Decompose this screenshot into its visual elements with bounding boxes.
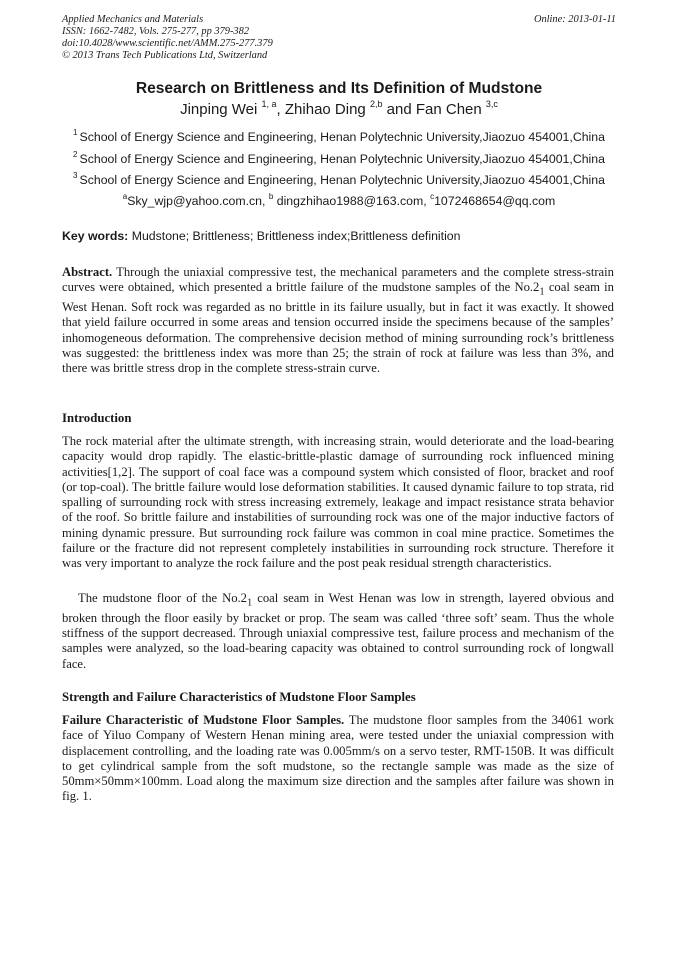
copyright-line: © 2013 Trans Tech Publications Ltd, Switzerland bbox=[62, 50, 268, 61]
abstract-label: Abstract. bbox=[62, 265, 113, 279]
abstract-text: coal seam in West Henan. Soft rock was regarded as no brittle in its failure usually, but in fact it was exactly. It showed that yield failure occurred in some areas and tension occurred inside the specimens because of the samples’ inhomogeneous deformation. The comprehensive decision method of mining surrounding rock’s brittleness was suggested: the brittleness index was more than 25; the strain of rock at failure was less than 3%, and there was brittle stress drop in the complete stress-strain curve. bbox=[62, 280, 615, 376]
author-name: Fan Chen bbox=[415, 101, 482, 118]
running-header bbox=[62, 14, 616, 62]
affiliation-text: School of Energy Science and Engineering, Henan Polytechnic University,Jiaozuo 454001,China bbox=[79, 173, 605, 187]
subscript: 1 bbox=[247, 597, 253, 609]
affiliation-3 bbox=[62, 173, 616, 187]
affiliation-1 bbox=[62, 130, 616, 144]
email-superscript: b bbox=[268, 192, 274, 201]
section-paragraph bbox=[62, 713, 614, 805]
affiliation-number: 1 bbox=[73, 128, 78, 137]
author-name: Jinping Wei bbox=[180, 101, 258, 118]
abstract-text: Through the uniaxial compressive test, the mechanical parameters and the complete stress-strain curves were obtained, which presented a brittle failure of the mudstone samples of the No.2 bbox=[62, 265, 614, 295]
journal-name: Applied Mechanics and Materials bbox=[62, 14, 204, 25]
paragraph-text: The mudstone floor samples from the 34061 work face of Yiluo Company of Western Henan mining area, were tested under the uniaxial compression with displacement controlling, and the loading rate was 0.005mm/s on a servo tester, RMT-150B. It was difficult to get cylindrical sample from the soft mudstone, so the rectangle sample was made as the size of 50mm×50mm×100mm. Load along the maximum size direction and the samples after failure was shown in fig. 1. bbox=[62, 713, 614, 804]
keywords-label: Key words: bbox=[62, 229, 129, 243]
online-date: Online: 2013-01-11 bbox=[533, 14, 616, 25]
author-separator: , bbox=[276, 101, 285, 118]
section-heading-strength: Strength and Failure Characteristics of Mudstone Floor Samples bbox=[62, 690, 416, 704]
email-link[interactable]: Sky_wjp@yahoo.com.cn, bbox=[127, 194, 269, 208]
affiliation-number: 2 bbox=[73, 150, 78, 159]
paragraph-text: coal seam in West Henan was low in strength, layered obvious and broken through the floor easily by bracket or prop. The seam was called ‘three soft’ seam. Thus the whole stiffness of the support decreased. Through uniaxial compressive test, failure process and mechanism of the samples were analyzed, so the load-bearing capacity was obtained to control surrounding rock of longwall face. bbox=[62, 591, 614, 671]
paper-title: Research on Brittleness and Its Definition of Mudstone bbox=[135, 80, 543, 97]
doi-line: doi:10.4028/www.scientific.net/AMM.275-277.379 bbox=[62, 38, 273, 49]
keywords-text: Mudstone; Brittleness; Brittleness index;Brittleness definition bbox=[128, 229, 461, 243]
keywords bbox=[62, 229, 622, 243]
email-list bbox=[62, 194, 616, 208]
author-list bbox=[0, 101, 678, 118]
email-superscript: c bbox=[430, 192, 435, 201]
subsection-label: Failure Characteristic of Mudstone Floor Samples. bbox=[62, 713, 345, 727]
affiliation-text: School of Energy Science and Engineering, Henan Polytechnic University,Jiaozuo 454001,China bbox=[79, 152, 605, 166]
author-separator: and bbox=[382, 101, 416, 118]
affiliation-text: School of Energy Science and Engineering, Henan Polytechnic University,Jiaozuo 454001,China bbox=[79, 130, 605, 144]
email-link[interactable]: 1072468654@qq.com bbox=[434, 194, 556, 208]
affiliation-number: 3 bbox=[73, 171, 78, 180]
section-heading-introduction: Introduction bbox=[62, 411, 132, 425]
issn-line: ISSN: 1662-7482, Vols. 275-277, pp 379-382 bbox=[62, 26, 250, 37]
author-superscript: 2,b bbox=[369, 99, 383, 109]
email-link[interactable]: dingzhihao1988@163.com, bbox=[273, 194, 431, 208]
author-superscript: 3,c bbox=[485, 99, 498, 109]
introduction-paragraph-1: The rock material after the ultimate strength, with increasing strain, would deteriorate and the load-bearing capacity would drop rapidly. The elastic-brittle-plastic damage of surrounding rock influenced mining activities[1,2]. The support of coal face was a compound system which consisted of floor, bracket and roof (or top-coal). The brittle failure would lose deformation stabilities. It caused dynamic failure to top strata, rid spalling of surrounding rock with stress increasing extremely, leakage and impact resistance strata behavior of the roof. So brittle failure and instabilities of surrounding rock was one of the major inductive factors of mining dynamic pressure. But surrounding rock failure was common in coal mine practice. Sometimes the failure or the fracture did not represent completely instabilities in surrounding rock structure. Therefore it was very important to analyze the rock failure and the post peak residual strength characteristics. bbox=[62, 434, 614, 571]
email-superscript: a bbox=[122, 192, 128, 201]
affiliation-2 bbox=[62, 152, 616, 166]
abstract bbox=[62, 265, 614, 377]
author-name: Zhihao Ding bbox=[284, 101, 366, 118]
author-superscript: 1, a bbox=[261, 99, 277, 109]
introduction-paragraph-2 bbox=[62, 591, 614, 672]
subscript: 1 bbox=[539, 286, 545, 298]
paragraph-text: The mudstone floor of the No.2 bbox=[78, 591, 247, 605]
